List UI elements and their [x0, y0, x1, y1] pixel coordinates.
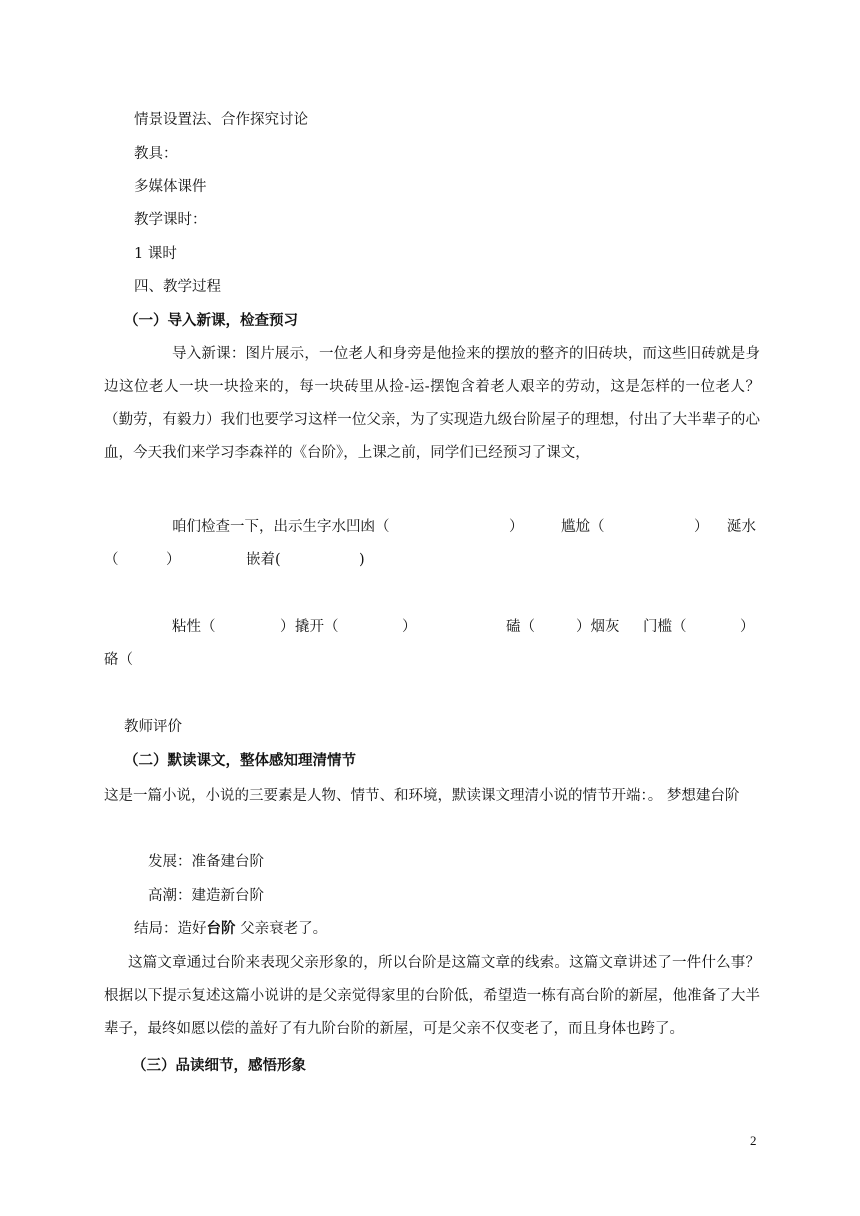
section2-summary-text: 这是一篇小说，小说的三要素是人物、情节、和环境，默读课文理清小说的情节开端：。 梦想建台阶	[104, 788, 740, 804]
vocab1-lead: 咱们检查一下，出示生字水凹凼（	[172, 519, 390, 535]
text-climax: 高潮：建造新台阶	[148, 888, 264, 904]
vocab1-close2: ）	[694, 519, 709, 535]
vocab2-close3: ）烟灰	[576, 619, 620, 635]
text-tools-label: 教具：	[134, 146, 178, 162]
vocab2-word3: 磕（	[506, 619, 535, 635]
text-method: 情景设置法、合作探究讨论	[134, 112, 308, 128]
text-ending	[134, 919, 327, 939]
section1-intro-paragraph	[104, 338, 760, 470]
vocab1-close1: ）	[509, 519, 524, 535]
text-tools: 多媒体课件	[134, 179, 207, 195]
vocab2-close1: ）	[280, 619, 295, 635]
page-number: 2	[750, 1133, 757, 1148]
vocab2-word5: 硌（	[104, 652, 133, 668]
vocab2-word1: 粘性（	[172, 619, 216, 635]
vocab1-open3: （	[104, 552, 119, 568]
text-process-heading: 四、教学过程	[134, 279, 221, 295]
vocab1-word2: 尴尬（	[561, 519, 605, 535]
vocab2-close2: ）	[402, 619, 417, 635]
vocab1-close3: ）	[166, 552, 181, 568]
vocab1-word3: 涎水	[727, 519, 756, 535]
section2-summary-paragraph	[104, 780, 760, 813]
ending-suffix: 父亲衰老了。	[235, 921, 328, 937]
section1-title: （一）导入新课，检查预习	[124, 312, 298, 329]
vocab2-close4: ）	[740, 619, 755, 635]
section2-retell-text: 这篇文章通过台阶来表现父亲形象的，所以台阶是这篇文章的线索。这篇文章讲述了一件什么事？根据以下提示复述这篇小说讲的是父亲觉得家里的台阶低，希望造一栋有高台阶的新屋，他准备了大半辈子，最终如愿以偿的盖好了有九阶台阶的新屋，可是父亲不仅变老了，而且身体也跨了。	[104, 955, 760, 1037]
vocab2-word2: 撬开（	[295, 619, 339, 635]
vocab2-word4: 门槛（	[643, 619, 687, 635]
section2-retell-paragraph	[104, 947, 760, 1046]
section3-title: （三）品读细节，感悟形象	[132, 1057, 306, 1074]
vocab1-word4: 嵌着(	[246, 552, 281, 568]
ending-bold-word: 台阶	[206, 920, 236, 937]
text-development: 发展：准备建台阶	[148, 854, 264, 870]
section1-intro-text: 导入新课：图片展示，一位老人和身旁是他捡来的摆放的整齐的旧砖块，而这些旧砖就是身边这位老人一块一块捡来的，每一块砖里从捡-运-摆饱含着老人艰辛的劳动，这是怎样的一位老人？（勤劳，有毅力）我们也要学习这样一位父亲，为了实现造九级台阶屋子的理想，付出了大半辈子的心血，今天我们来学习李森祥的《台阶》，上课之前，同学们已经预习了课文，	[104, 346, 760, 461]
ending-prefix: 结局：造好	[134, 921, 207, 937]
text-hours-label: 教学课时：	[134, 212, 207, 228]
section2-title: （二）默读课文，整体感知理清情节	[124, 752, 356, 769]
text-hours: 1 课时	[134, 246, 177, 262]
text-teacher-evaluation: 教师评价	[124, 719, 182, 735]
vocab1-close4: )	[359, 552, 365, 568]
